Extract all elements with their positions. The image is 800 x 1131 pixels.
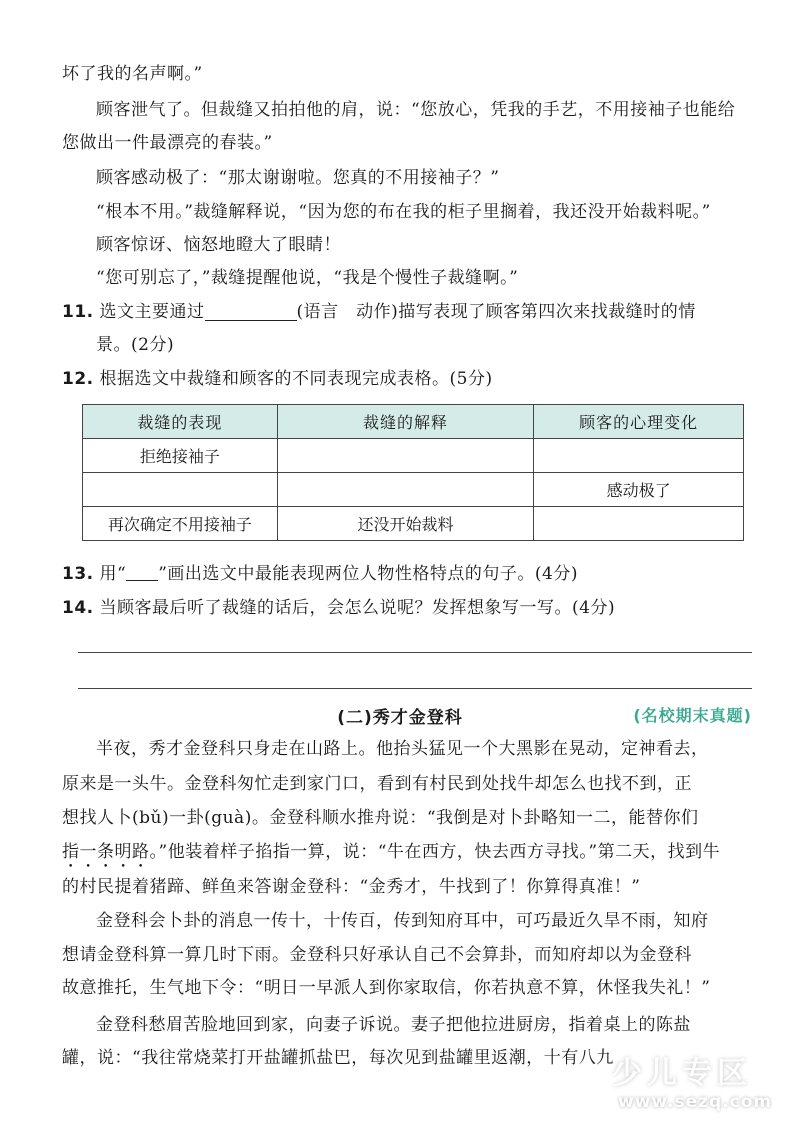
question-number: 14.	[62, 598, 94, 618]
question-11-cont: 景。(2分)	[96, 335, 175, 355]
question-14	[62, 596, 752, 620]
table-cell: 感动极了	[534, 473, 744, 507]
table-row	[83, 473, 744, 507]
passage-line: 金登科会卜卦的消息一传十，十传百，传到知府耳中，可巧最近久旱不雨，知府	[96, 911, 709, 931]
question-text: ”画出选文中最能表现两位人物性格特点的句子。(4分)	[158, 564, 579, 584]
table-cell-blank[interactable]	[277, 439, 534, 473]
question-13	[62, 562, 752, 586]
passage-line: 想找人卜(bǔ)一卦(guà)。金登科顺水推舟说：“我倒是对卜卦略知一二，能替你们	[62, 808, 699, 828]
question-number: 13.	[62, 564, 94, 584]
passage-line: 顾客感动极了：“那太谢谢啦。您真的不用接袖子？”	[96, 168, 500, 188]
table-row	[83, 507, 744, 541]
question-text: 用“	[99, 564, 127, 584]
question-text: 根据选文中裁缝和顾客的不同表现完成表格。(5分)	[99, 369, 493, 389]
table-cell-blank[interactable]	[83, 473, 278, 507]
passage-line: 原来是一头牛。金登科匆忙走到家门口，看到有村民到处找牛却怎么也找不到，正	[62, 774, 692, 794]
answer-line[interactable]	[78, 688, 752, 689]
passage-line: 的村民提着猪蹄、鲜鱼来答谢金登科：“金秀才，牛找到了！你算得真准！”	[62, 877, 641, 897]
passage-line: 罐，说：“我往常烧菜打开盐罐抓盐巴，每次见到盐罐里返潮，十有八九	[62, 1048, 614, 1068]
emphasized-phrase: 指一条明路	[62, 842, 150, 862]
table-header-row	[83, 405, 744, 439]
table-cell-blank[interactable]	[277, 473, 534, 507]
table-cell-blank[interactable]	[534, 507, 744, 541]
underline-mark	[126, 564, 158, 581]
passage-line: 顾客惊讶、恼怒地瞪大了眼睛！	[96, 235, 341, 255]
answer-line[interactable]	[78, 652, 752, 653]
passage-line	[62, 840, 752, 872]
watermark-url: www.sezq.com	[618, 1092, 773, 1112]
table-cell: 拒绝接袖子	[83, 439, 278, 473]
table-header: 顾客的心理变化	[534, 405, 744, 439]
passage-line: 金登科愁眉苦脸地回到家，向妻子诉说。妻子把他拉进厨房，指着桌上的陈盐	[96, 1015, 691, 1035]
passage-line: 您做出一件最漂亮的春装。”	[62, 133, 273, 153]
table-cell: 还没开始裁料	[277, 507, 534, 541]
question-12	[62, 367, 752, 391]
table-row	[83, 439, 744, 473]
table-cell-blank[interactable]	[534, 439, 744, 473]
watermark-logo: 少儿专区	[612, 1056, 752, 1091]
question-number: 12.	[62, 369, 94, 389]
source-tag: (名校期末真题)	[633, 706, 752, 725]
passage-text: 。”他装着样子掐指一算，说：“牛在西方，快去西方寻找。”第二天，找到牛	[149, 842, 721, 862]
question-text: 选文主要通过	[99, 302, 205, 322]
passage-line: “您可别忘了，”裁缝提醒他说，“我是个慢性子裁缝啊。”	[96, 268, 519, 288]
table-header: 裁缝的解释	[277, 405, 534, 439]
question-11	[62, 300, 752, 324]
passage-line: “根本不用。”裁缝解释说，“因为您的布在我的柜子里搁着，我还没开始裁料呢。”	[96, 202, 711, 222]
passage-line: 坏了我的名声啊。”	[62, 64, 203, 84]
table-header: 裁缝的表现	[83, 405, 278, 439]
question-text: (语言 动作)描写表现了顾客第四次来找裁缝时的情	[296, 302, 696, 322]
answer-table	[82, 404, 744, 541]
question-text: 当顾客最后听了裁缝的话后，会怎么说呢？发挥想象写一写。(4分)	[99, 598, 616, 618]
answer-blank[interactable]	[205, 302, 297, 321]
passage-line: 故意推托，生气地下令：“明日一早派人到你家取信，你若执意不算，休怪我失礼！”	[62, 978, 711, 998]
section-title: (二)秀才金登科	[337, 708, 463, 728]
table-cell: 再次确定不用接袖子	[83, 507, 278, 541]
question-number: 11.	[62, 302, 94, 322]
passage-line: 顾客泄气了。但裁缝又拍拍他的肩，说：“您放心，凭我的手艺，不用接袖子也能给	[96, 100, 736, 120]
passage-line: 半夜，秀才金登科只身走在山路上。他抬头猛见一个大黑影在晃动，定神看去，	[96, 739, 709, 759]
passage-line: 想请金登科算一算几时下雨。金登科只好承认自己不会算卦，而知府却以为金登科	[62, 945, 692, 965]
